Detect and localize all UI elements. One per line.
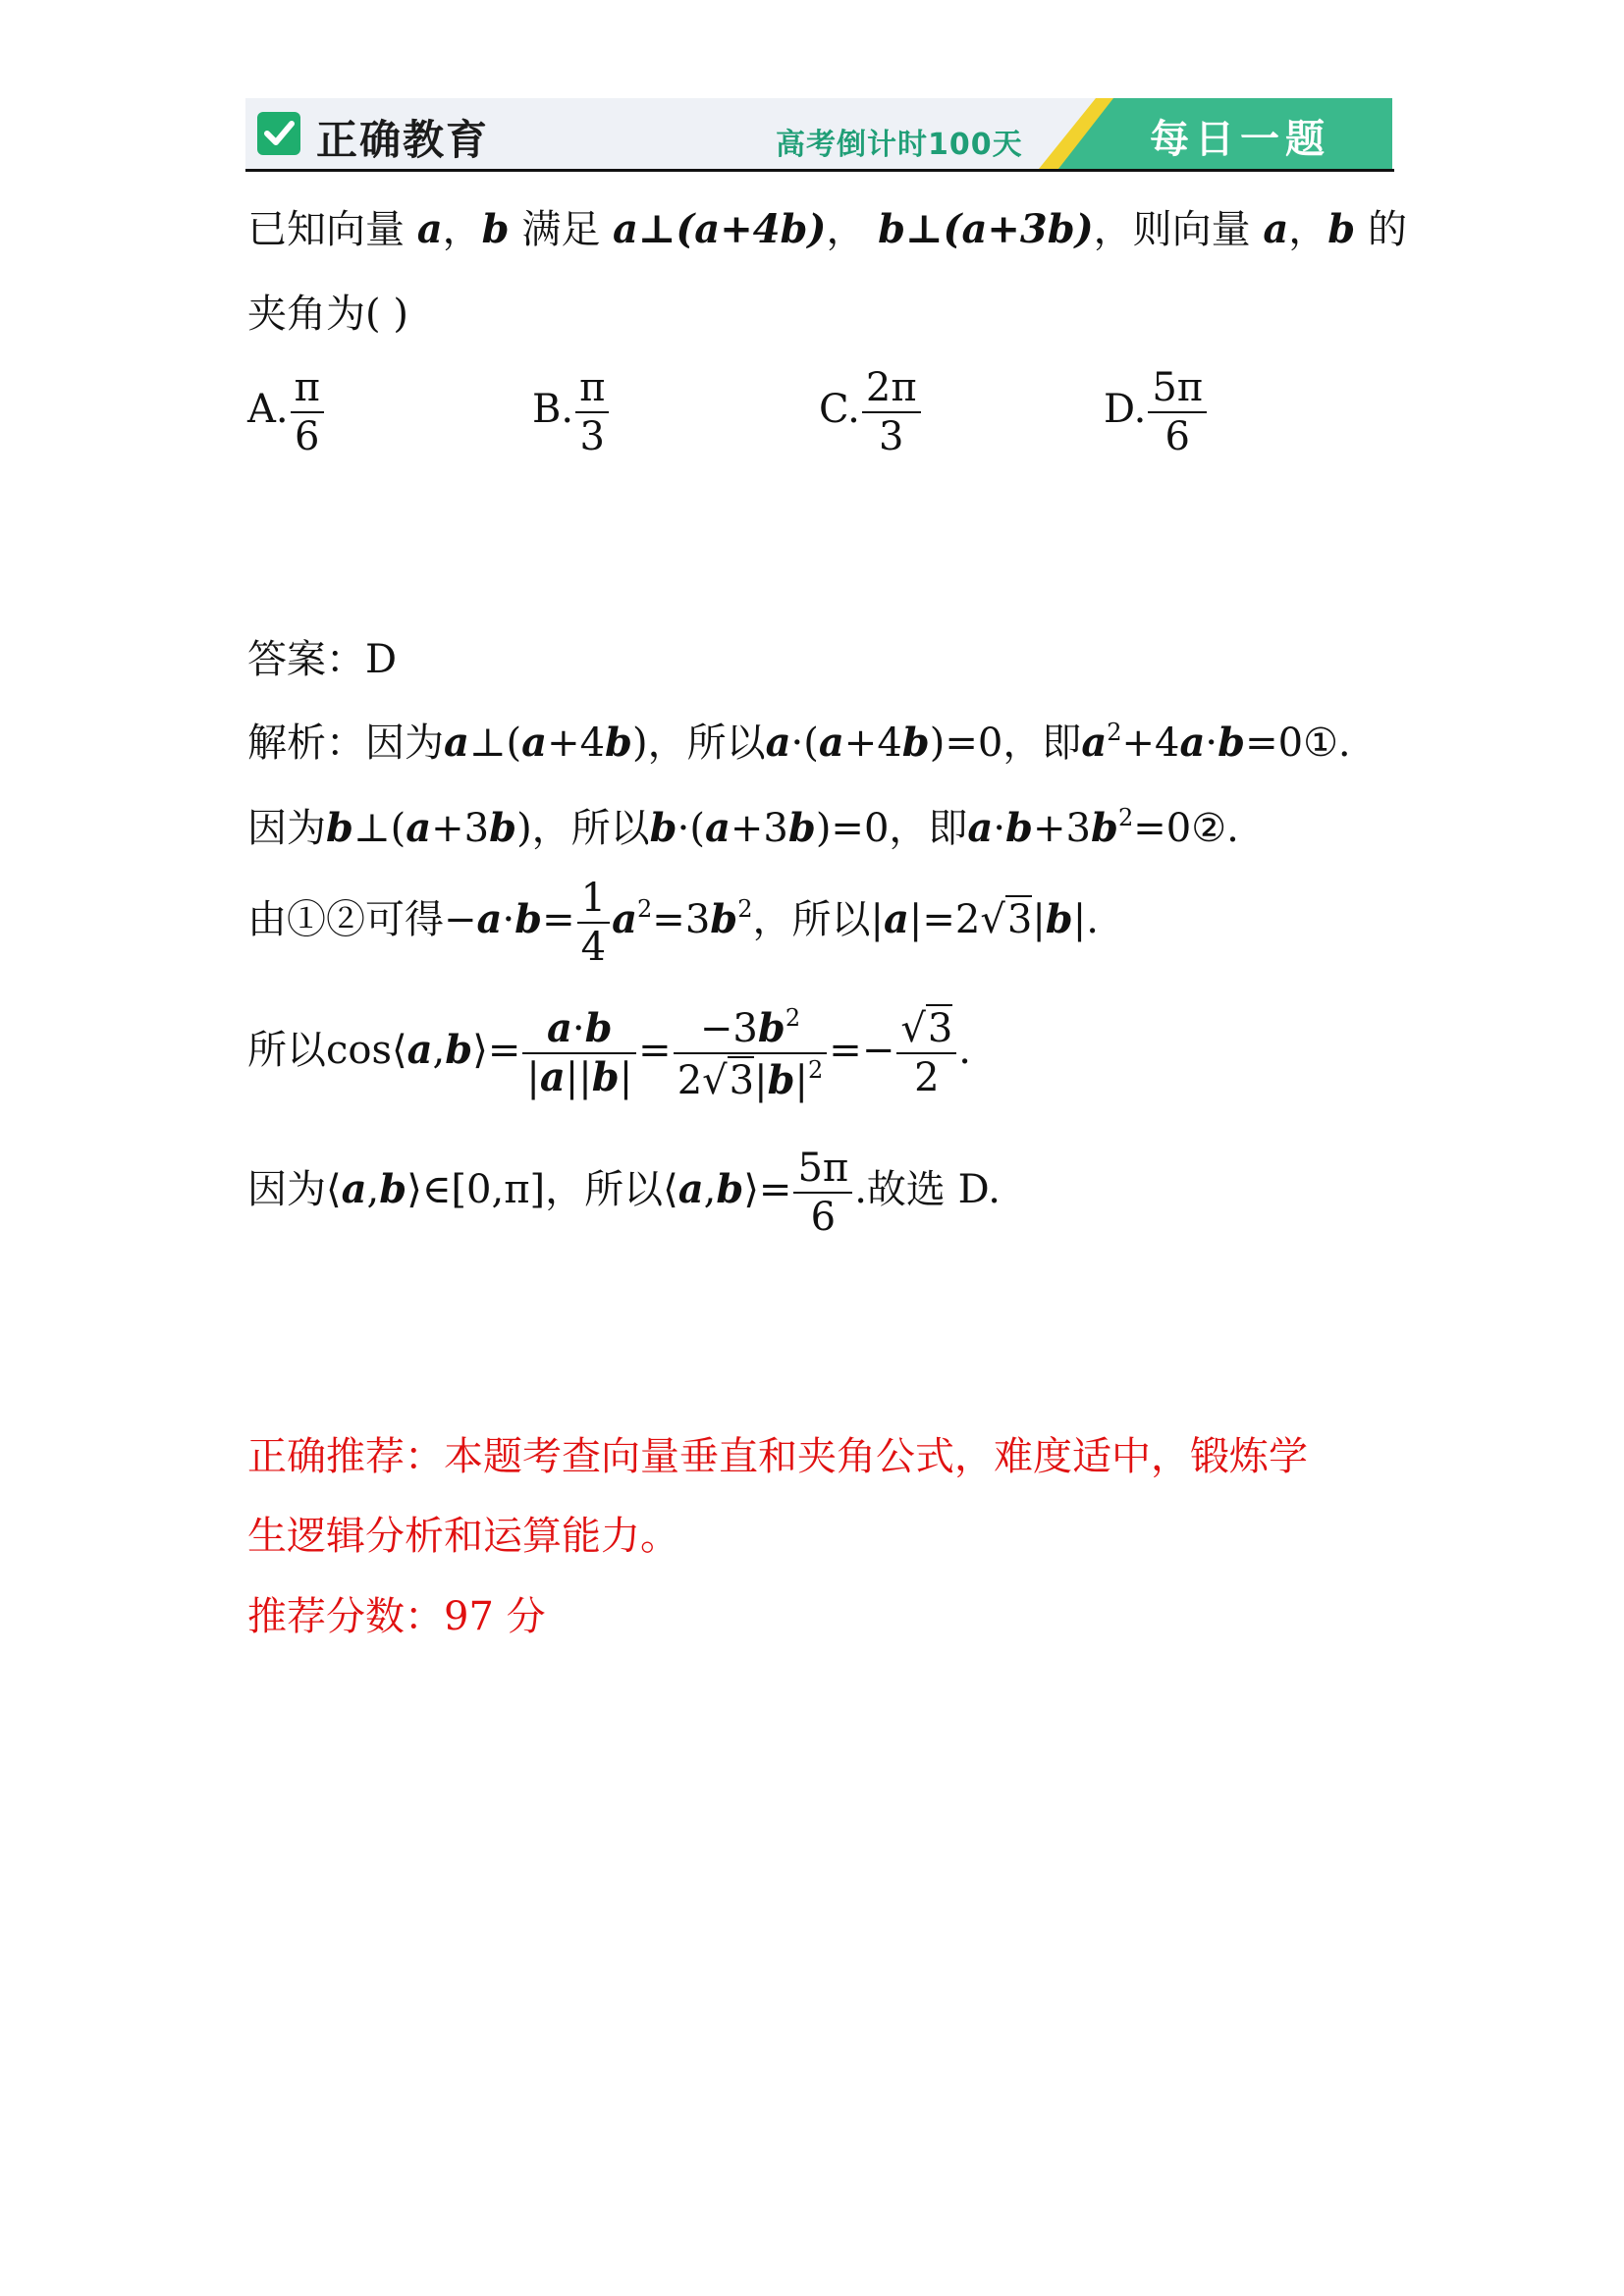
- condition-2: b⊥(a+3b): [878, 206, 1094, 252]
- vector-b: b: [481, 206, 510, 252]
- brand-name: 正确教育: [316, 116, 490, 164]
- recommendation-line-2: 生逻辑分析和运算能力。: [247, 1514, 679, 1559]
- header-banner: [245, 98, 1392, 169]
- recommendation-line-1: 正确推荐：本题考查向量垂直和夹角公式，难度适中，锻炼学: [247, 1434, 1308, 1479]
- solution-text: ，所以: [545, 1167, 664, 1212]
- option-label: D.: [1104, 387, 1147, 432]
- daily-question-badge: [1039, 98, 1392, 169]
- solution-text: 因为: [247, 1167, 326, 1212]
- solution-text: ①.: [1303, 721, 1351, 766]
- fraction: [1148, 365, 1207, 459]
- fraction: $\frac{a\cdot b}{|a||b|}$: [522, 1009, 636, 1097]
- solution-text: .故选 D.: [854, 1167, 1001, 1212]
- solution-text: 由①②可得: [247, 897, 444, 942]
- numerator: 5π: [1148, 368, 1207, 413]
- question-text: 满足: [521, 207, 601, 252]
- fraction: $\frac{√3}{2}$: [896, 1009, 956, 1097]
- option-a: [247, 365, 326, 459]
- fraction: [291, 365, 324, 459]
- denominator: 6: [1164, 414, 1190, 459]
- solution-line-3: 由①②可得−a·b= $\frac{1}{4}$ $a^2=3b^2$，所以|a|=2√3|b|.: [247, 876, 1099, 970]
- option-c: [819, 365, 923, 459]
- answer-label: 答案：: [247, 637, 365, 682]
- solution-line-2: 因为b⊥(a+3b)，所以b·(a+3b)=0，即$a\cdot b+3b^2=0②$.: [247, 804, 1239, 851]
- numerator: π: [575, 368, 609, 413]
- solution-text: ②.: [1191, 806, 1239, 851]
- vector-a: a: [1263, 206, 1289, 252]
- recommend-score: 推荐分数：97 分: [247, 1594, 546, 1639]
- header-divider: [245, 169, 1394, 172]
- solution-text: 解析：因为: [247, 721, 444, 766]
- question-line-2: 夹角为( ): [247, 292, 408, 337]
- fraction: $\frac{1}{4}$: [577, 879, 610, 967]
- question-text: 已知向量: [247, 207, 405, 252]
- option-label: C.: [819, 387, 860, 432]
- answer-line: [247, 628, 397, 684]
- option-label: B.: [532, 387, 574, 432]
- solution-text: ，即: [889, 806, 968, 851]
- solution-text: 因为: [247, 806, 326, 851]
- solution-line-5: 因为⟨a,b⟩∈[0,π]，所以⟨a,b⟩= $\frac{5\pi}{6}$ .故选 D.: [247, 1146, 1001, 1240]
- fraction: $\frac{5\pi}{6}$: [793, 1148, 852, 1237]
- option-d: [1104, 365, 1209, 459]
- solution-text: ，所以: [752, 897, 871, 942]
- question-text: 的: [1367, 207, 1407, 252]
- solution-line-1: 解析：因为a⊥(a+4b)，所以a·(a+4b)=0，即$a^2+4a\cdot b=0①$.: [247, 719, 1351, 766]
- answer-options: [247, 365, 1396, 476]
- solution-text: 所以: [247, 1028, 326, 1073]
- question-text: ，则向量: [1093, 207, 1251, 252]
- solution-text: ，即: [1002, 721, 1082, 766]
- numerator: 2π: [862, 368, 921, 413]
- check-icon: [257, 112, 300, 155]
- vector-b: b: [1327, 206, 1356, 252]
- denominator: 6: [295, 414, 320, 459]
- fraction: [862, 365, 921, 459]
- denominator: 3: [879, 414, 904, 459]
- solution-text: ，所以: [531, 806, 650, 851]
- option-label: A.: [247, 387, 289, 432]
- option-b: [532, 365, 611, 459]
- condition-1: a⊥(a+4b): [613, 206, 827, 252]
- countdown-label: 高考倒计时100天: [776, 128, 1023, 162]
- question-line-1: 已知向量 a，b 满足 a⊥(a+4b)， b⊥(a+3b)，则向量 a，b 的: [247, 206, 1407, 252]
- answer-value: D: [365, 637, 398, 682]
- solution-text: ，所以: [647, 721, 766, 766]
- vector-a: a: [416, 206, 443, 252]
- badge-label: 每日一题: [1150, 117, 1330, 162]
- numerator: π: [291, 368, 324, 413]
- fraction: [575, 365, 609, 459]
- fraction: $\frac{-3b^2}{2√3|b|^2}$: [674, 1006, 828, 1100]
- denominator: 3: [579, 414, 605, 459]
- solution-line-4: 所以cos⟨a,b⟩= $\frac{a\cdot b}{|a||b|}$ = $\frac{-3b^2}{2√3|b|^2}$ =− $\frac{√3}{2}$ .: [247, 1004, 971, 1103]
